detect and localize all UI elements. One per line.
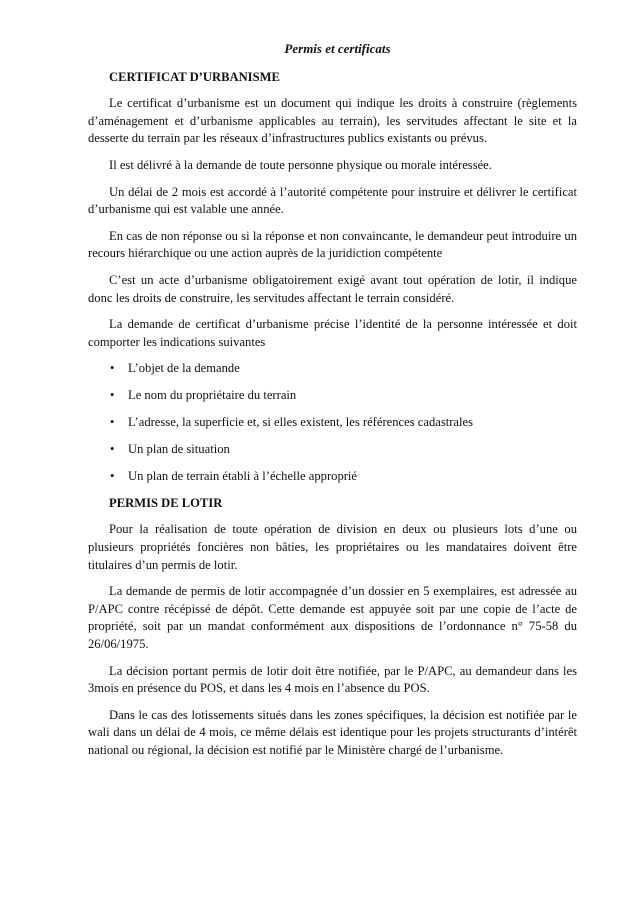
document-title: Permis et certificats	[284, 41, 391, 56]
bullet-icon: •	[110, 468, 115, 483]
section-heading: CERTIFICAT D’URBANISME	[109, 69, 280, 84]
paragraph: La demande de permis de lotir accompagnée d’un dossier en 5 exemplaires, est adressée au P/APC contre récépissé de dépôt. Cette demande est appuyée soit par une copie de l’acte de propriété, soit par un mandat conformément aux dispositions de l’ordonnance n° 75-58 du 26/06/1975.	[88, 584, 577, 651]
list-item	[88, 441, 577, 459]
paragraph: Le certificat d’urbanisme est un document qui indique les droits à construire (règlements d’aménagement et d’urbanisme applicables au terrain), les servitudes affectant le site et la desserte du terrain par les réseaux d’infrastructures publics existants ou prévus.	[88, 96, 577, 146]
paragraph: Il est délivré à la demande de toute personne physique ou morale intéressée.	[109, 157, 492, 172]
section-permis-de-lotir	[88, 495, 577, 760]
list-item-text: Le nom du propriétaire du terrain	[128, 388, 297, 403]
list-item-text: L’objet de la demande	[128, 361, 240, 376]
section-heading: PERMIS DE LOTIR	[109, 495, 223, 510]
bullet-icon: •	[110, 415, 115, 430]
paragraph: C’est un acte d’urbanisme obligatoirement exigé avant tout opération de lotir, il indique donc les droits de construire, les servitudes affectant le terrain considéré.	[88, 272, 577, 305]
paragraph: Dans le cas des lotissements situés dans les zones spécifiques, la décision est notifiée par le wali dans un délai de 4 mois, ce même délais est identique pour les projets structurants d’intérêt national ou régional, la décision est notifié par le Ministère chargé de l’urbanisme.	[88, 707, 577, 757]
bullet-icon: •	[110, 361, 115, 376]
bullet-icon: •	[110, 388, 115, 403]
paragraph: En cas de non réponse ou si la réponse et non convaincante, le demandeur peut introduire un recours hiérarchique ou une action auprès de la juridiction compétente	[88, 228, 577, 261]
list-item	[88, 468, 577, 486]
paragraph: Pour la réalisation de toute opération de division en deux ou plusieurs lots d’une ou plusieurs propriétés foncières non bâties, les propriétaires ou les mandataires doivent être titulaires d’un permis de lotir.	[88, 522, 577, 572]
list-item-text: Un plan de situation	[128, 441, 230, 456]
list-item	[88, 387, 577, 405]
bullet-icon: •	[110, 441, 115, 456]
section-certificat-urbanisme	[88, 69, 577, 486]
list-item	[88, 414, 577, 432]
paragraph: Un délai de 2 mois est accordé à l’autorité compétente pour instruire et délivrer le certificat d’urbanisme qui est valable une année.	[88, 184, 577, 217]
requirements-list	[88, 360, 577, 485]
document-page	[88, 40, 577, 768]
paragraph: La demande de certificat d’urbanisme précise l’identité de la personne intéressée et doit comporter les indications suivantes	[88, 317, 577, 349]
list-item-text: Un plan de terrain établi à l’échelle approprié	[128, 468, 358, 483]
list-item	[88, 360, 577, 378]
list-item-text: L’adresse, la superficie et, si elles existent, les références cadastrales	[128, 415, 474, 430]
paragraph: La décision portant permis de lotir doit être notifiée, par le P/APC, au demandeur dans les 3mois en présence du POS, et dans les 4 mois en l’absence du POS.	[88, 663, 577, 696]
